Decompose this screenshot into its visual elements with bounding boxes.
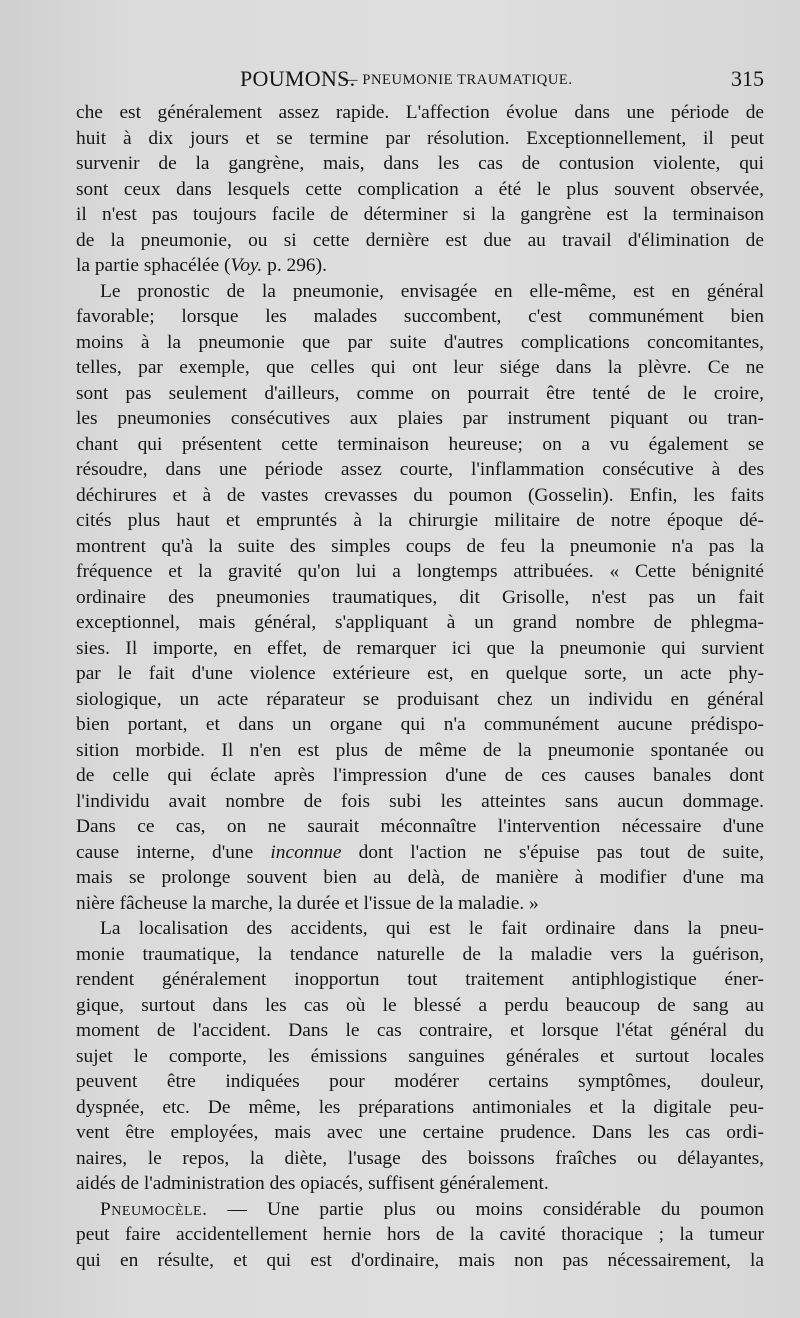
text-line: de celle qui éclate après l'impression d'une de ces causes banales dont <box>76 765 764 786</box>
text-line: sies. Il importe, en effet, de remarquer ici que la pneumonie qui survient <box>76 637 764 659</box>
text-line: peuvent être indiquées pour modérer certains symptômes, douleur, <box>76 1071 764 1092</box>
body-text <box>76 100 764 1273</box>
running-header <box>0 66 800 96</box>
text-line: de la pneumonie, ou si cette dernière est due au travail d'élimination de <box>76 229 764 251</box>
text-line: survenir de la gangrène, mais, dans les cas de contusion violente, qui <box>76 153 764 174</box>
text-line <box>76 1197 764 1223</box>
text-run: — Une partie plus ou moins considérable du poumon <box>207 1198 764 1220</box>
text-line: sont ceux dans lesquels cette complication a été le plus souvent observée, <box>76 178 764 200</box>
paragraph-4 <box>76 1197 764 1274</box>
italic-run: inconnue <box>270 841 342 863</box>
paragraph-3 <box>76 916 764 1197</box>
text-line: naires, le repos, la diète, l'usage des boissons fraîches ou délayantes, <box>76 1147 764 1169</box>
text-line: montrent qu'à la suite des simples coups de feu la pneumonie n'a pas la <box>76 535 764 557</box>
text-line: résoudre, dans une période assez courte, l'inflammation consécutive à des <box>76 459 764 480</box>
text-line: La localisation des accidents, qui est le fait ordinaire dans la pneu- <box>100 918 764 939</box>
text-line: peut faire accidentellement hernie hors de la cavité thoracique ; la tumeur <box>76 1224 764 1245</box>
text-line: sont pas seulement d'ailleurs, comme on pourrait être tenté de le croire, <box>76 382 764 404</box>
section-title: POUMONS. <box>240 66 356 91</box>
text-line: l'individu avait nombre de fois subi les atteintes sans aucun dommage. <box>76 790 764 812</box>
text-line: qui en résulte, et qui est d'ordinaire, mais non pas nécessairement, la <box>76 1249 764 1271</box>
paragraph-2 <box>76 279 764 917</box>
section-heading: Pneumocèle. <box>100 1198 208 1220</box>
text-line: par le fait d'une violence extérieure est, en quelque sorte, un acte phy- <box>76 663 764 684</box>
text-line: favorable; lorsque les malades succombent, c'est communément bien <box>76 306 764 327</box>
text-line: les pneumonies consécutives aux plaies par instrument piquant ou tran- <box>76 408 764 429</box>
text-line: sition morbide. Il n'en est plus de même de la pneumonie spontanée ou <box>76 739 764 761</box>
text-line: nière fâcheuse la marche, la durée et l'issue de la maladie. » <box>76 892 539 914</box>
text-line: exceptionnel, mais général, s'appliquant à un grand nombre de phlegma- <box>76 612 764 633</box>
text-line: huit à dix jours et se termine par résolution. Exceptionnellement, il peut <box>76 127 764 149</box>
text-line: gique, surtout dans les cas où le blessé a perdu beaucoup de sang au <box>76 994 764 1016</box>
text-line: bien portant, et dans un organe qui n'a communément aucune prédispo- <box>76 714 764 735</box>
text-line: monie traumatique, la tendance naturelle de la maladie vers la guérison, <box>76 943 764 965</box>
text-line: dyspnée, etc. De même, les préparations antimoniales et la digitale peu- <box>76 1096 764 1118</box>
text-line: il n'est pas toujours facile de déterminer si la gangrène est la terminaison <box>76 204 764 225</box>
page-number: 315 <box>731 66 764 91</box>
text-line: Le pronostic de la pneumonie, envisagée en elle-même, est en général <box>100 280 764 302</box>
italic-run: Voy. <box>230 255 263 276</box>
text-run: cause interne, d'une <box>76 841 271 863</box>
text-line: Dans ce cas, on ne saurait méconnaître l'intervention nécessaire d'une <box>76 816 764 837</box>
text-line: moins à la pneumonie que par suite d'autres complications concomitantes, <box>76 331 764 353</box>
text-line: sujet le comporte, les émissions sanguines générales et surtout locales <box>76 1045 764 1067</box>
text-line: rendent généralement inopportun tout traitement antiphlogistique éner- <box>76 969 764 990</box>
text-line <box>76 253 764 279</box>
text-line: ordinaire des pneumonies traumatiques, dit Grisolle, n'est pas un fait <box>76 586 764 608</box>
text-line: vent être employées, mais avec une certaine prudence. Dans les cas ordi- <box>76 1122 764 1143</box>
text-line: déchirures et à de vastes crevasses du poumon (Gosselin). Enfin, les faits <box>76 484 764 506</box>
text-run: p. 296). <box>262 255 327 276</box>
text-line: cités plus haut et empruntés à la chirurgie militaire de notre époque dé- <box>76 510 764 531</box>
text-line: mais se prolonge souvent bien au delà, de manière à modifier d'une ma <box>76 867 764 888</box>
text-line: chant qui présentent cette terminaison heureuse; on a vu également se <box>76 433 764 455</box>
text-run: la partie sphacélée ( <box>76 255 231 276</box>
paragraph-1 <box>76 100 764 279</box>
text-line: moment de l'accident. Dans le cas contraire, et lorsque l'état général du <box>76 1020 764 1041</box>
text-line: telles, par exemple, que celles qui ont leur siége dans la plèvre. Ce ne <box>76 357 764 378</box>
text-line: fréquence et la gravité qu'on lui a longtemps attribuées. « Cette bénignité <box>76 561 764 582</box>
text-line: siologique, un acte réparateur se produisant chez un individu en général <box>76 688 764 710</box>
running-title: — PNEUMONIE TRAUMATIQUE. <box>343 72 573 88</box>
text-line: che est généralement assez rapide. L'affection évolue dans une période de <box>76 102 764 123</box>
text-run: dont l'action ne s'épuise pas tout de suite, <box>341 841 764 863</box>
text-line <box>76 840 764 866</box>
text-line: aidés de l'administration des opiacés, suffisent généralement. <box>76 1173 549 1194</box>
